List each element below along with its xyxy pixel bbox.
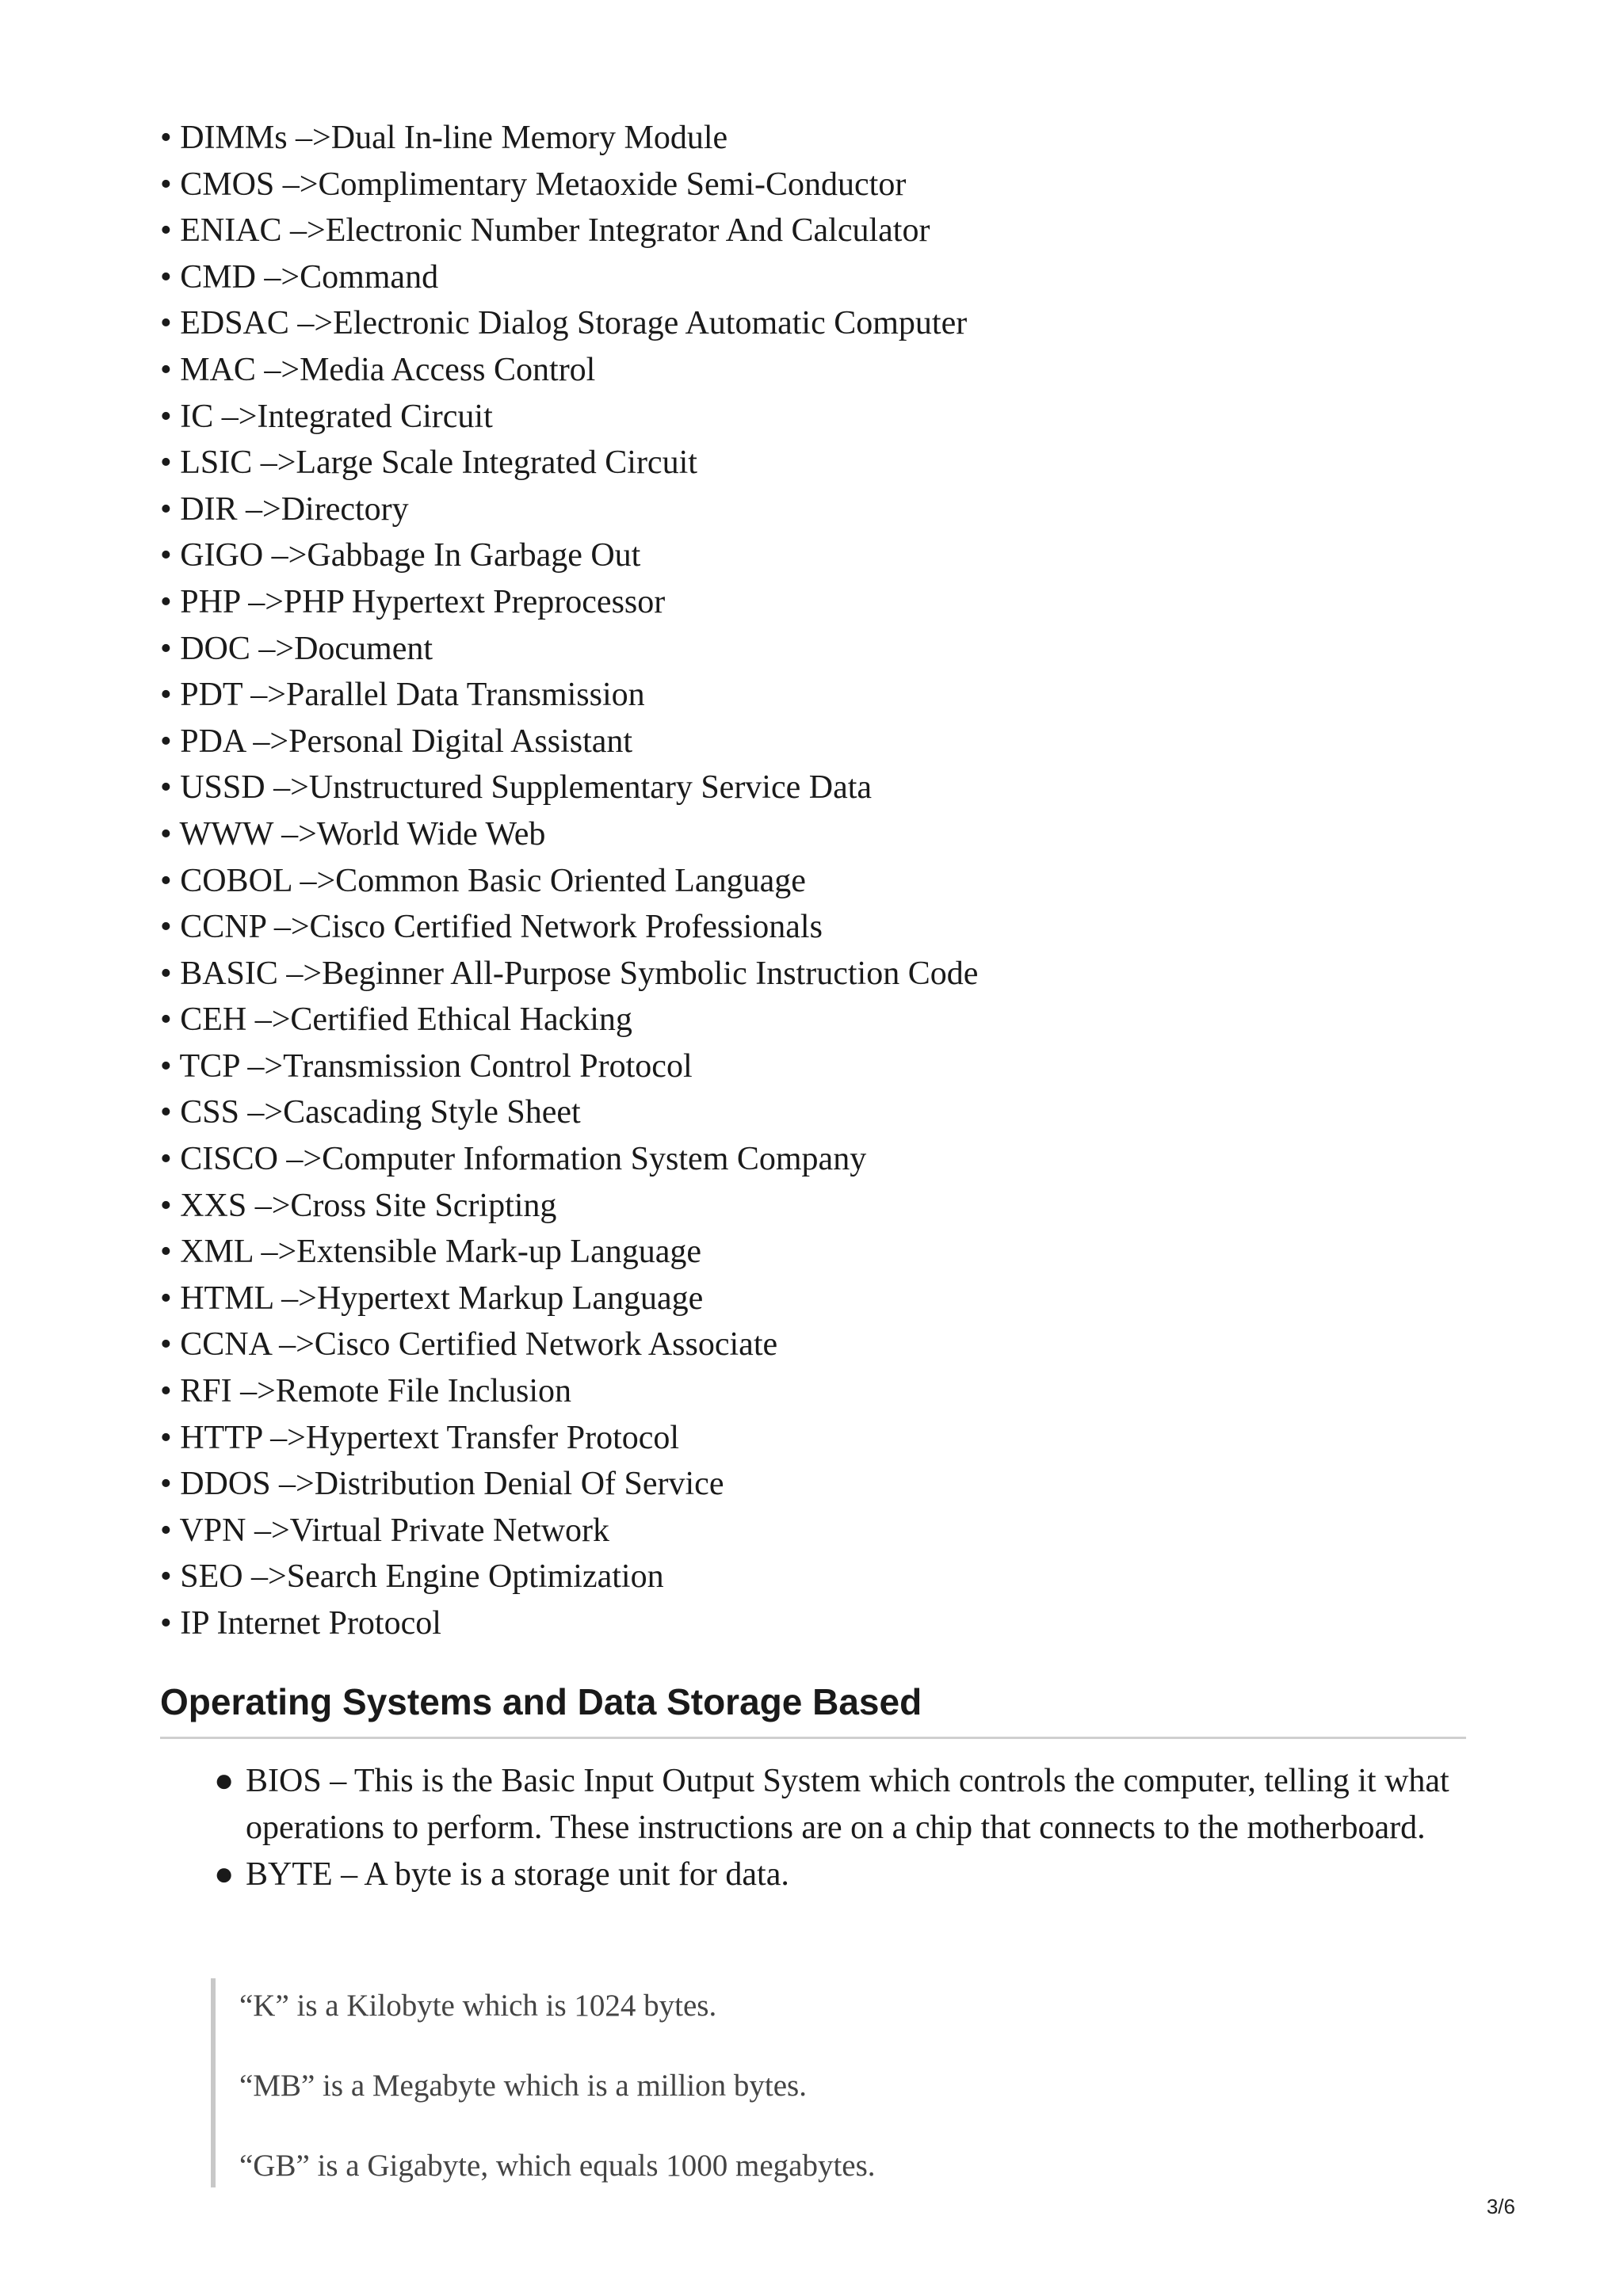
list-item-text: BYTE – A byte is a storage unit for data. <box>246 1856 789 1893</box>
section-heading: Operating Systems and Data Storage Based <box>160 1678 1466 1739</box>
list-item: • SEO –>Search Engine Optimization <box>160 1558 664 1596</box>
list-item: • HTML –>Hypertext Markup Language <box>160 1280 704 1317</box>
list-item: • CCNP –>Cisco Certified Network Professionals <box>160 909 823 946</box>
list-item: • HTTP –>Hypertext Transfer Protocol <box>160 1419 680 1456</box>
list-item <box>214 1852 1474 1898</box>
list-item: • DIMMs –>Dual In-line Memory Module <box>160 120 728 156</box>
quote-line: “MB” is a Megabyte which is a million bytes. <box>239 2069 807 2103</box>
bullet-icon: ● <box>214 1763 235 1799</box>
list-item: • MAC –>Media Access Control <box>160 351 596 388</box>
list-item: • PHP –>PHP Hypertext Preprocessor <box>160 583 666 620</box>
list-item: • EDSAC –>Electronic Dialog Storage Automatic Computer <box>160 305 968 342</box>
list-item: • LSIC –>Large Scale Integrated Circuit <box>160 444 697 482</box>
list-item: • CMD –>Command <box>160 258 439 296</box>
list-item: • DIR –>Directory <box>160 490 409 528</box>
list-item: • CMOS –>Complimentary Metaoxide Semi-Conductor <box>160 166 907 203</box>
list-item: • IC –>Integrated Circuit <box>160 398 493 435</box>
page-number: 3/6 <box>1486 2195 1515 2218</box>
list-item: • IP Internet Protocol <box>160 1605 441 1642</box>
list-item: • WWW –>World Wide Web <box>160 815 546 852</box>
quote-line: “GB” is a Gigabyte, which equals 1000 megabytes. <box>239 2149 876 2183</box>
list-item: • VPN –>Virtual Private Network <box>160 1512 610 1549</box>
quote-line: “K” is a Kilobyte which is 1024 bytes. <box>239 1989 717 2023</box>
list-item: • GIGO –>Gabbage In Garbage Out <box>160 537 641 574</box>
list-item-text: BIOS – This is the Basic Input Output System which controls the computer, telling it what operations to perform. These instructions are on a chip that connects to the motherboard. <box>246 1763 1449 1846</box>
list-item: • XXS –>Cross Site Scripting <box>160 1187 557 1224</box>
list-item: • PDA –>Personal Digital Assistant <box>160 723 633 760</box>
list-item: • CISCO –>Computer Information System Company <box>160 1141 867 1178</box>
list-item: • RFI –>Remote File Inclusion <box>160 1373 572 1410</box>
os-storage-list <box>214 1758 1474 1898</box>
list-item: • ENIAC –>Electronic Number Integrator And Calculator <box>160 212 930 250</box>
list-item: • CCNA –>Cisco Certified Network Associate <box>160 1326 778 1363</box>
list-item: • PDT –>Parallel Data Transmission <box>160 677 645 714</box>
acronym-list <box>160 115 978 1647</box>
list-item: • DDOS –>Distribution Denial Of Service <box>160 1466 724 1503</box>
list-item: • COBOL –>Common Basic Oriented Language <box>160 862 806 899</box>
list-item: • USSD –>Unstructured Supplementary Service Data <box>160 769 873 807</box>
list-item: • CSS –>Cascading Style Sheet <box>160 1094 581 1131</box>
byte-units-quote <box>211 1978 1487 2187</box>
bullet-icon: ● <box>214 1856 235 1893</box>
list-item: • DOC –>Document <box>160 630 433 667</box>
list-item: • XML –>Extensible Mark-up Language <box>160 1234 701 1271</box>
list-item: • BASIC –>Beginner All-Purpose Symbolic Instruction Code <box>160 955 979 992</box>
list-item <box>214 1758 1474 1852</box>
list-item: • TCP –>Transmission Control Protocol <box>160 1047 693 1085</box>
list-item: • CEH –>Certified Ethical Hacking <box>160 1001 632 1039</box>
